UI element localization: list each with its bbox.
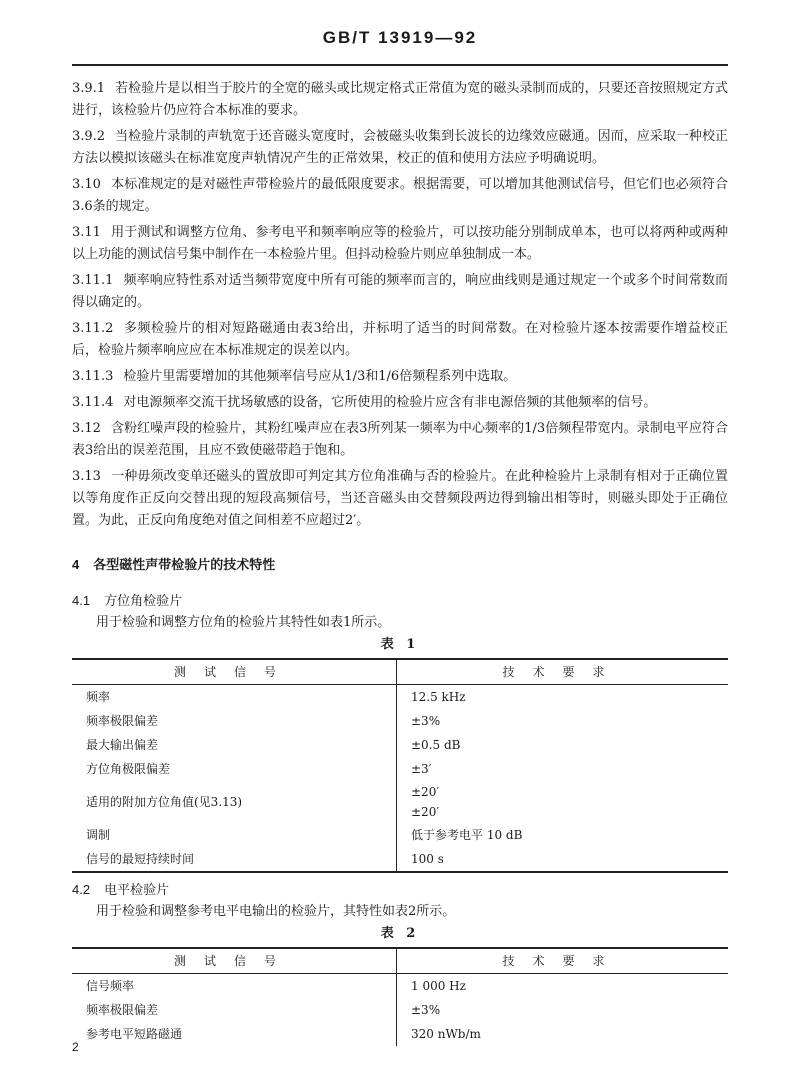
table-1-body <box>72 685 728 873</box>
clause-text: 当检验片录制的声轨宽于还音磁头宽度时，会被磁头收集到长波长的边缘效应磁通。因而，应采取一种校正方法以模拟该磁头在标准宽度声轨情况产生的正常效果，校正的值和使用方法应予明确说明。 <box>72 129 728 166</box>
table-row <box>72 709 728 733</box>
table-row <box>72 781 728 823</box>
page-body <box>72 78 728 1052</box>
column-header-requirement: 技术要求 <box>397 948 729 974</box>
table-header-row <box>72 659 728 685</box>
subsection-number: 4.2 <box>72 882 91 897</box>
clause-number: 3.11.2 <box>72 321 114 336</box>
signal-cell: 信号的最短持续时间 <box>72 847 397 872</box>
clause-paragraph <box>72 78 728 122</box>
table-row <box>72 1022 728 1046</box>
table-row <box>72 847 728 872</box>
section-number: 4 <box>72 557 80 572</box>
clause-number: 3.9.2 <box>72 129 106 144</box>
requirement-cell <box>397 847 729 872</box>
subsection-title: 电平检验片 <box>104 882 170 897</box>
section-title: 各型磁性声带检验片的技术特性 <box>93 557 276 572</box>
clause-text: 频率响应特性系对适当频带宽度中所有可能的频率而言的，响应曲线则是通过规定一个或多个时间常数而得以确定的。 <box>72 273 728 310</box>
clause-number: 3.11.3 <box>72 369 114 384</box>
page-number: 2 <box>72 1040 79 1054</box>
requirement-value: ±3′ <box>411 762 432 776</box>
column-header-signal: 测试信号 <box>72 659 397 685</box>
clause-paragraph <box>72 222 728 266</box>
subsection-number: 4.1 <box>72 593 91 608</box>
table-row <box>72 733 728 757</box>
table-1 <box>72 658 728 873</box>
clause-text: 一种毋须改变单还磁头的置放即可判定其方位角准确与否的检验片。在此种检验片上录制有相对于正确位置以等角度作正反向交替出现的短段高频信号，当还音磁头由交替频段两边得到输出相等时，则磁头即处于正确位置。为此，正反向角度绝对值之间相差不应超过2′。 <box>72 469 728 528</box>
table-row <box>72 757 728 781</box>
clause-paragraph <box>72 366 728 388</box>
requirement-value: ±0.5 dB <box>411 738 461 752</box>
clause-paragraph <box>72 270 728 314</box>
requirement-value: ±3% <box>411 1003 441 1017</box>
signal-cell: 频率极限偏差 <box>72 998 397 1022</box>
clause-paragraph <box>72 174 728 218</box>
clause-text: 用于测试和调整方位角、参考电平和频率响应等的检验片，可以按功能分别制成单本，也可以将两种或两种以上功能的测试信号集中制作在一本检验片里。但抖动检验片则应单独制成一本。 <box>72 225 728 262</box>
clause-paragraph <box>72 466 728 532</box>
clause-paragraph <box>72 392 728 414</box>
clause-number: 3.11.4 <box>72 395 114 410</box>
table1-intro: 用于检验和调整方位角的检验片其特性如表1所示。 <box>96 615 391 630</box>
signal-cell: 适用的附加方位角值(见3.13) <box>72 781 397 823</box>
subsection-heading-4-1 <box>72 590 728 612</box>
requirement-cell <box>397 781 729 823</box>
table-row <box>72 974 728 999</box>
clause-number: 3.11.1 <box>72 273 114 288</box>
clause-text: 若检验片是以相当于胶片的全宽的磁头或比规定格式正常值为宽的磁头录制而成的，只要还音按照规定方式进行，该检验片仍应符合本标准的要求。 <box>72 81 728 118</box>
requirement-cell <box>397 974 729 999</box>
column-header-requirement: 技术要求 <box>397 659 729 685</box>
requirement-cell <box>397 709 729 733</box>
table-2 <box>72 947 728 1046</box>
document-code: GB/T 13919—92 <box>322 28 478 47</box>
table1-caption: 表 1 <box>380 637 420 652</box>
requirement-value: 1 000 Hz <box>411 979 466 993</box>
requirement-value: ±20′ <box>411 805 440 819</box>
requirement-cell <box>397 685 729 710</box>
clause-paragraph <box>72 418 728 462</box>
clause-number: 3.9.1 <box>72 81 106 96</box>
signal-cell: 信号频率 <box>72 974 397 999</box>
signal-cell: 方位角极限偏差 <box>72 757 397 781</box>
table-header-row <box>72 948 728 974</box>
signal-cell: 参考电平短路磁通 <box>72 1022 397 1046</box>
clause-number: 3.10 <box>72 177 101 192</box>
clause-paragraph <box>72 318 728 362</box>
table-row <box>72 823 728 847</box>
section-heading <box>72 554 728 576</box>
column-header-signal: 测试信号 <box>72 948 397 974</box>
requirement-cell <box>397 998 729 1022</box>
table2-intro: 用于检验和调整参考电平电输出的检验片，其特性如表2所示。 <box>96 904 456 919</box>
requirement-value: 320 nWb/m <box>411 1027 481 1041</box>
requirement-value: ±3% <box>411 714 441 728</box>
table2-caption: 表 2 <box>380 926 420 941</box>
table-2-body <box>72 974 728 1047</box>
clause-text: 多频检验片的相对短路磁通由表3给出，并标明了适当的时间常数。在对检验片逐本按需要作增益校正后，检验片频率响应应在本标准规定的误差以内。 <box>72 321 728 358</box>
requirement-cell <box>397 757 729 781</box>
requirement-cell <box>397 823 729 847</box>
subsection-title: 方位角检验片 <box>104 593 183 608</box>
clause-text: 本标准规定的是对磁性声带检验片的最低限度要求。根据需要，可以增加其他测试信号，但它们也必须符合3.6条的规定。 <box>72 177 728 214</box>
clause-number: 3.12 <box>72 421 101 436</box>
requirement-cell <box>397 1022 729 1046</box>
clause-paragraph <box>72 126 728 170</box>
clause-number: 3.13 <box>72 469 101 484</box>
signal-cell: 调制 <box>72 823 397 847</box>
signal-cell: 频率极限偏差 <box>72 709 397 733</box>
clause-text: 对电源频率交流干扰场敏感的设备，它所使用的检验片应含有非电源倍频的其他频率的信号。 <box>123 395 657 410</box>
signal-cell: 最大输出偏差 <box>72 733 397 757</box>
table-row <box>72 998 728 1022</box>
header-divider <box>72 64 728 66</box>
table-row <box>72 685 728 710</box>
requirement-value: 低于参考电平 10 dB <box>411 828 523 842</box>
subsection-heading-4-2 <box>72 879 728 901</box>
clause-number: 3.11 <box>72 225 101 240</box>
requirement-cell <box>397 733 729 757</box>
requirement-value: 100 s <box>411 852 444 866</box>
clause-text: 含粉红噪声段的检验片，其粉红噪声应在表3所列某一频率为中心频率的1/3倍频程带宽内。录制电平应符合表3给出的误差范围，且应不致使磁带趋于饱和。 <box>72 421 728 458</box>
signal-cell: 频率 <box>72 685 397 710</box>
clause-text: 检验片里需要增加的其他频率信号应从1/3和1/6倍频程系列中选取。 <box>123 369 517 384</box>
requirement-value: 12.5 kHz <box>411 690 466 704</box>
clause-list <box>72 78 728 532</box>
requirement-value: ±20′ <box>411 785 440 799</box>
